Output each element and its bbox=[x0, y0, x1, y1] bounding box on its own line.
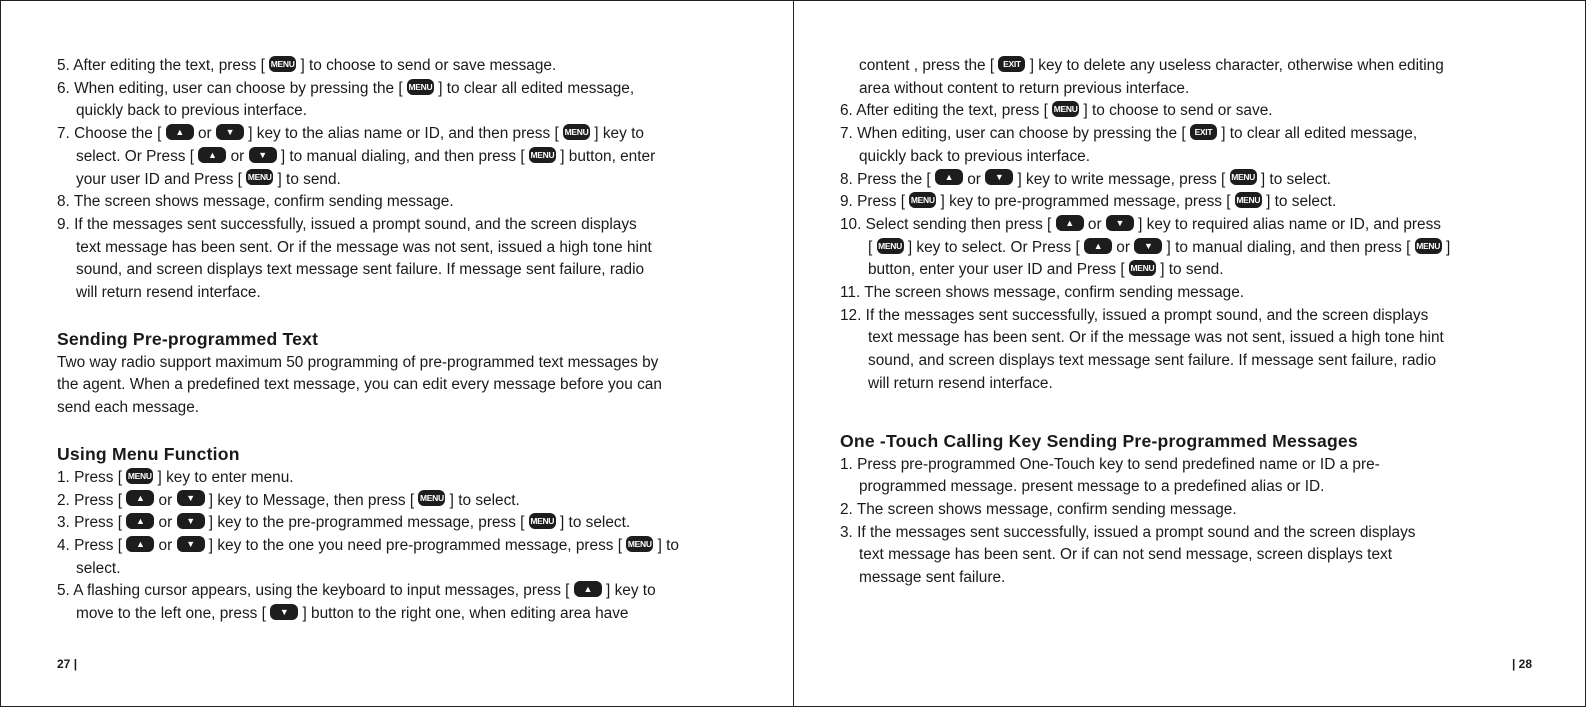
menu-key-icon: MENU bbox=[246, 169, 273, 185]
step-line: move to the left one, press [ ▼ ] button to the right one, when editing area have bbox=[76, 605, 629, 623]
menu-key-icon: MENU bbox=[877, 238, 904, 254]
step-line: text message has been sent. Or if the message was not sent, issued a high tone hint bbox=[76, 238, 652, 256]
step-line: message sent failure. bbox=[859, 569, 1006, 587]
up-arrow-key-icon: ▲ bbox=[1084, 238, 1112, 254]
step-line: 9. Press [ MENU ] key to pre-programmed message, press [ MENU ] to select. bbox=[840, 193, 1337, 211]
menu-key-icon: MENU bbox=[126, 468, 153, 484]
menu-key-icon: MENU bbox=[418, 490, 445, 506]
menu-key-icon: MENU bbox=[1415, 238, 1442, 254]
step-line: quickly back to previous interface. bbox=[859, 147, 1090, 165]
step-line: 2. The screen shows message, confirm sending message. bbox=[840, 500, 1237, 518]
right-content bbox=[840, 55, 1540, 590]
down-arrow-key-icon: ▼ bbox=[177, 490, 205, 506]
left-steps-b bbox=[57, 467, 757, 626]
up-arrow-key-icon: ▲ bbox=[166, 124, 194, 140]
menu-key-icon: MENU bbox=[407, 79, 434, 95]
step-line: will return resend interface. bbox=[868, 374, 1053, 392]
down-arrow-key-icon: ▼ bbox=[177, 536, 205, 552]
left-page bbox=[0, 0, 794, 707]
menu-key-icon: MENU bbox=[563, 124, 590, 140]
menu-key-icon: MENU bbox=[269, 56, 296, 72]
section-heading-menu-function: Using Menu Function bbox=[57, 443, 240, 464]
menu-key-icon: MENU bbox=[1230, 169, 1257, 185]
step-line: 3. Press [ ▲ or ▼ ] key to the pre-programmed message, press [ MENU ] to select. bbox=[57, 514, 631, 532]
step-line: 3. If the messages sent successfully, issued a prompt sound and the screen displays bbox=[840, 523, 1416, 541]
step-line: your user ID and Press [ MENU ] to send. bbox=[76, 170, 341, 188]
step-line: text message has been sent. Or if can not send message, screen displays text bbox=[859, 546, 1392, 564]
up-arrow-key-icon: ▲ bbox=[126, 490, 154, 506]
down-arrow-key-icon: ▼ bbox=[270, 604, 298, 620]
left-content bbox=[57, 55, 757, 626]
step-line: 5. After editing the text, press [ MENU ] to choose to send or save message. bbox=[57, 57, 557, 74]
right-steps-a bbox=[840, 55, 1540, 396]
step-line: text message has been sent. Or if the message was not sent, issued a high tone hint bbox=[868, 329, 1444, 347]
down-arrow-key-icon: ▼ bbox=[985, 169, 1013, 185]
step-line: 1. Press pre-programmed One-Touch key to send predefined name or ID a pre- bbox=[840, 455, 1380, 473]
page-number: 27 bbox=[57, 657, 71, 671]
intro-line: send each message. bbox=[57, 399, 200, 417]
exit-key-icon: EXIT bbox=[1190, 124, 1217, 140]
step-line: 6. When editing, user can choose by pressing the [ MENU ] to clear all edited message, bbox=[57, 79, 635, 97]
step-line: programmed message. present message to a predefined alias or ID. bbox=[859, 478, 1325, 496]
exit-key-icon: EXIT bbox=[998, 56, 1025, 72]
step-line: quickly back to previous interface. bbox=[76, 102, 307, 120]
up-arrow-key-icon: ▲ bbox=[1056, 215, 1084, 231]
page-number: 28 bbox=[1518, 657, 1532, 671]
step-line: 12. If the messages sent successfully, issued a prompt sound, and the screen displays bbox=[840, 306, 1429, 324]
step-line: 5. A flashing cursor appears, using the keyboard to input messages, press [ ▲ ] key to bbox=[57, 582, 656, 600]
page-number-left: 27 | bbox=[57, 657, 78, 671]
menu-key-icon: MENU bbox=[1235, 192, 1262, 208]
menu-key-icon: MENU bbox=[1052, 101, 1079, 117]
left-steps-a bbox=[57, 55, 757, 305]
up-arrow-key-icon: ▲ bbox=[198, 147, 226, 163]
right-page bbox=[793, 0, 1586, 707]
right-steps-b bbox=[840, 454, 1540, 590]
step-line: 11. The screen shows message, confirm sending message. bbox=[840, 284, 1245, 302]
down-arrow-key-icon: ▼ bbox=[1106, 215, 1134, 231]
up-arrow-key-icon: ▲ bbox=[935, 169, 963, 185]
up-arrow-key-icon: ▲ bbox=[126, 513, 154, 529]
step-line: 7. When editing, user can choose by pressing the [ EXIT ] to clear all edited message, bbox=[840, 125, 1418, 143]
section-heading-one-touch: One -Touch Calling Key Sending Pre-programmed Messages bbox=[840, 430, 1358, 451]
step-line: 4. Press [ ▲ or ▼ ] key to the one you need pre-programmed message, press [ MENU ] to bbox=[57, 536, 679, 554]
down-arrow-key-icon: ▼ bbox=[216, 124, 244, 140]
step-line: select. bbox=[76, 559, 121, 577]
page-number-right: | 28 bbox=[1511, 657, 1532, 671]
step-line: 10. Select sending then press [ ▲ or ▼ ] key to required alias name or ID, and press bbox=[840, 215, 1441, 233]
intro-line: Two way radio support maximum 50 programming of pre-programmed text messages by bbox=[57, 353, 659, 371]
down-arrow-key-icon: ▼ bbox=[177, 513, 205, 529]
up-arrow-key-icon: ▲ bbox=[126, 536, 154, 552]
step-line: 8. The screen shows message, confirm sending message. bbox=[57, 193, 454, 211]
step-line: sound, and screen displays text message sent failure. If message sent failure, radio bbox=[868, 352, 1437, 370]
step-line: will return resend interface. bbox=[76, 284, 261, 302]
menu-key-icon: MENU bbox=[626, 536, 653, 552]
menu-key-icon: MENU bbox=[529, 513, 556, 529]
step-line: 7. Choose the [ ▲ or ▼ ] key to the alias name or ID, and then press [ MENU ] key to bbox=[57, 125, 644, 143]
step-line: sound, and screen displays text message sent failure. If message sent failure, radio bbox=[76, 261, 645, 279]
menu-key-icon: MENU bbox=[1129, 260, 1156, 276]
down-arrow-key-icon: ▼ bbox=[249, 147, 277, 163]
step-line: [ MENU ] key to select. Or Press [ ▲ or ▼ ] to manual dialing, and then press [ MENU ] bbox=[868, 238, 1451, 256]
menu-key-icon: MENU bbox=[909, 192, 936, 208]
step-line: select. Or Press [ ▲ or ▼ ] to manual dialing, and then press [ MENU ] button, enter bbox=[76, 147, 656, 165]
menu-key-icon: MENU bbox=[529, 147, 556, 163]
step-line: 9. If the messages sent successfully, issued a prompt sound, and the screen displays bbox=[57, 215, 637, 233]
step-line: 6. After editing the text, press [ MENU ] to choose to send or save. bbox=[840, 102, 1273, 120]
up-arrow-key-icon: ▲ bbox=[574, 581, 602, 597]
step-line: 2. Press [ ▲ or ▼ ] key to Message, then press [ MENU ] to select. bbox=[57, 491, 520, 509]
step-line: content , press the [ EXIT ] key to delete any useless character, otherwise when editing bbox=[859, 57, 1444, 74]
section-heading-preprogrammed: Sending Pre-programmed Text bbox=[57, 328, 319, 349]
down-arrow-key-icon: ▼ bbox=[1134, 238, 1162, 254]
intro-line: the agent. When a predefined text message, you can edit every message before you can bbox=[57, 376, 662, 394]
step-line: 1. Press [ MENU ] key to enter menu. bbox=[57, 468, 294, 486]
step-line: area without content to return previous interface. bbox=[859, 79, 1190, 97]
step-line: 8. Press the [ ▲ or ▼ ] key to write message, press [ MENU ] to select. bbox=[840, 170, 1332, 188]
step-line: button, enter your user ID and Press [ MENU ] to send. bbox=[868, 261, 1224, 279]
